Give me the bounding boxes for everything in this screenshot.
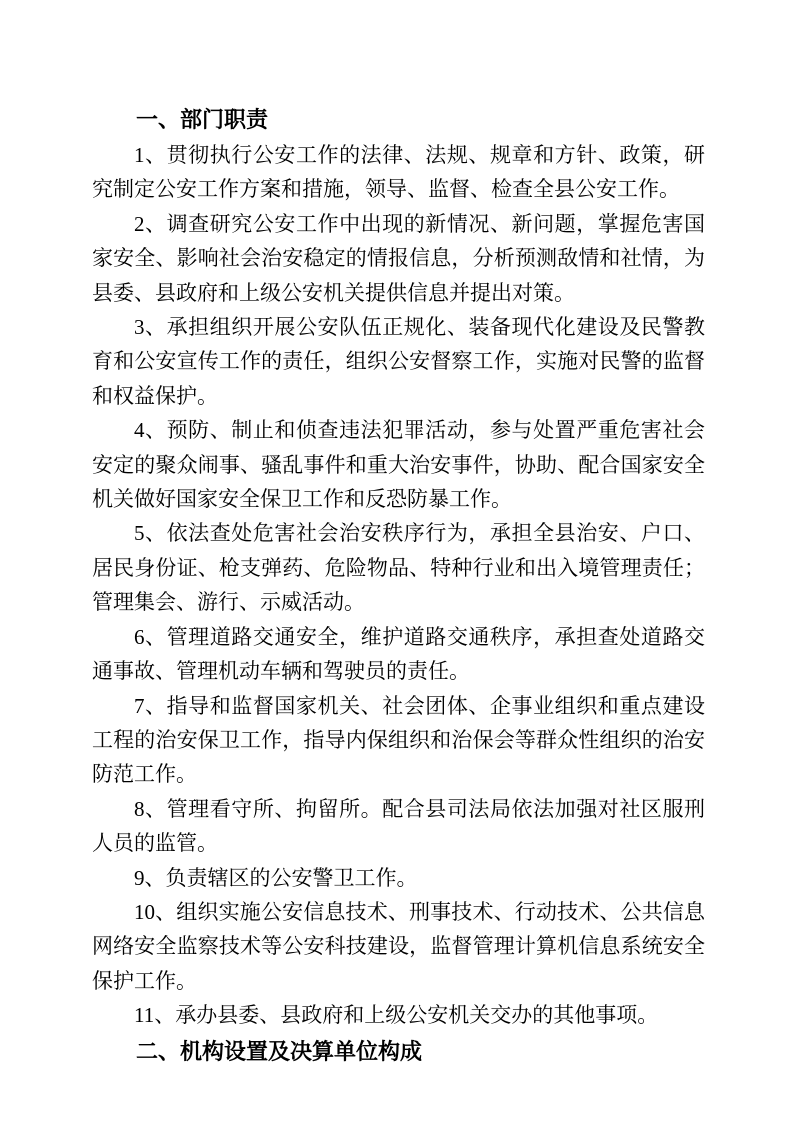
duty-item-4: 4、预防、制止和侦查违法犯罪活动，参与处置严重危害社会安定的聚众闹事、骚乱事件和重大治安事件，协助、配合国家安全机关做好国家安全保卫工作和反恐防暴工作。: [92, 418, 705, 512]
duty-item-7: 7、指导和监督国家机关、社会团体、企事业组织和重点建设工程的治安保卫工作，指导内保组织和治保会等群众性组织的治安防范工作。: [92, 693, 705, 787]
duty-item-8: 8、管理看守所、拘留所。配合县司法局依法加强对社区服刑人员的监管。: [92, 796, 705, 856]
document-body: [92, 101, 705, 1070]
duty-item-9: 9、负责辖区的公安警卫工作。: [134, 865, 418, 890]
duty-item-11: 11、承办县委、县政府和上级公安机关交办的其他事项。: [134, 1003, 659, 1028]
section-heading-organization-structure: 二、机构设置及决算单位构成: [136, 1038, 423, 1064]
duty-item-2: 2、调查研究公安工作中出现的新情况、新问题，掌握危害国家安全、影响社会治安稳定的情报信息，分析预测敌情和社情，为县委、县政府和上级公安机关提供信息并提出对策。: [92, 211, 705, 305]
duty-item-1: 1、贯彻执行公安工作的法律、法规、规章和方针、政策，研究制定公安工作方案和措施，领导、监督、检查全县公安工作。: [92, 143, 705, 202]
duty-item-3: 3、承担组织开展公安队伍正规化、装备现代化建设及民警教育和公安宣传工作的责任，组织公安督察工作，实施对民警的监督和权益保护。: [92, 315, 705, 408]
section-heading-department-duties: 一、部门职责: [136, 107, 269, 132]
duty-item-5: 5、依法查处危害社会治安秩序行为，承担全县治安、户口、居民身份证、枪支弹药、危险物品、特种行业和出入境管理责任；管理集会、游行、示威活动。: [92, 521, 705, 615]
duty-item-10: 10、组织实施公安信息技术、刑事技术、行动技术、公共信息网络安全监察技术等公安科技建设，监督管理计算机信息系统安全保护工作。: [92, 899, 705, 993]
duty-item-6: 6、管理道路交通安全，维护道路交通秩序，承担查处道路交通事故、管理机动车辆和驾驶员的责任。: [92, 624, 705, 684]
